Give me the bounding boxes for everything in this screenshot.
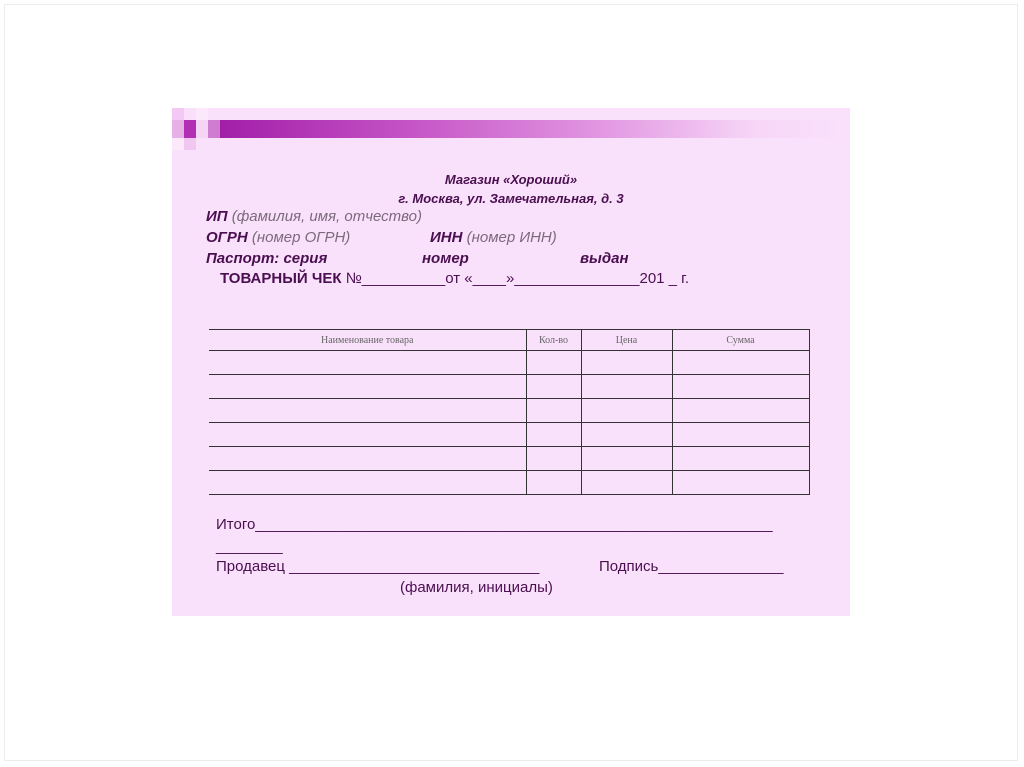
- seller-hint: (фамилия, инициалы): [400, 579, 553, 596]
- table-cell[interactable]: [209, 447, 526, 471]
- table-row: [209, 375, 809, 399]
- ogrn-label: ОГРН: [206, 229, 248, 246]
- receipt-title-line: [220, 270, 689, 287]
- receipt-slide: [172, 108, 850, 616]
- inn-hint: (номер ИНН): [466, 229, 557, 246]
- table-cell[interactable]: [526, 351, 581, 375]
- ogrn-line: [206, 229, 350, 246]
- table-cell[interactable]: [581, 423, 672, 447]
- goods-table: [209, 329, 810, 495]
- ip-label: ИП: [206, 208, 228, 225]
- table-cell[interactable]: [672, 471, 809, 495]
- passport-series-label: Паспорт: серия: [206, 250, 328, 267]
- ip-line: [206, 208, 422, 225]
- column-header-name: Наименование товара: [209, 330, 526, 351]
- seller-line: Продавец ______________________________: [216, 558, 540, 575]
- total-continuation-line: ________: [216, 538, 283, 555]
- ip-hint: (фамилия, имя, отчество): [231, 208, 422, 225]
- table-cell[interactable]: [672, 351, 809, 375]
- table-cell[interactable]: [526, 375, 581, 399]
- table-cell[interactable]: [209, 471, 526, 495]
- table-cell[interactable]: [526, 471, 581, 495]
- table-row: [209, 447, 809, 471]
- inn-line: [430, 229, 557, 246]
- passport-issued-label: выдан: [580, 250, 629, 267]
- table-cell[interactable]: [526, 423, 581, 447]
- total-line: Итого______________________________________________________________: [216, 516, 773, 533]
- signature-line: Подпись_______________: [599, 558, 784, 575]
- table-cell[interactable]: [209, 423, 526, 447]
- table-cell[interactable]: [209, 351, 526, 375]
- table-header-row: [209, 330, 809, 351]
- store-name: Магазин «Хороший»: [444, 172, 578, 187]
- table-cell[interactable]: [672, 423, 809, 447]
- table-row: [209, 471, 809, 495]
- table-row: [209, 399, 809, 423]
- table-cell[interactable]: [672, 447, 809, 471]
- table-cell[interactable]: [581, 351, 672, 375]
- store-address: г. Москва, ул. Замечательная, д. 3: [398, 191, 624, 206]
- table-cell[interactable]: [209, 399, 526, 423]
- column-header-price: Цена: [581, 330, 672, 351]
- table-cell[interactable]: [526, 399, 581, 423]
- table-cell[interactable]: [581, 375, 672, 399]
- table-cell[interactable]: [672, 375, 809, 399]
- table-row: [209, 423, 809, 447]
- gradient-header-band: [220, 120, 850, 138]
- receipt-number-line: №__________от «____»_______________201 _ г.: [345, 270, 689, 287]
- table-row: [209, 351, 809, 375]
- table-cell[interactable]: [581, 399, 672, 423]
- table-cell[interactable]: [581, 471, 672, 495]
- table-cell[interactable]: [581, 447, 672, 471]
- inn-label: ИНН: [430, 229, 463, 246]
- passport-number-label: номер: [422, 250, 469, 267]
- table-cell[interactable]: [526, 447, 581, 471]
- table-cell[interactable]: [672, 399, 809, 423]
- receipt-title: ТОВАРНЫЙ ЧЕК: [220, 270, 342, 287]
- column-header-qty: Кол-во: [526, 330, 581, 351]
- table-cell[interactable]: [209, 375, 526, 399]
- ogrn-hint: (номер ОГРН): [251, 229, 351, 246]
- column-header-sum: Сумма: [672, 330, 809, 351]
